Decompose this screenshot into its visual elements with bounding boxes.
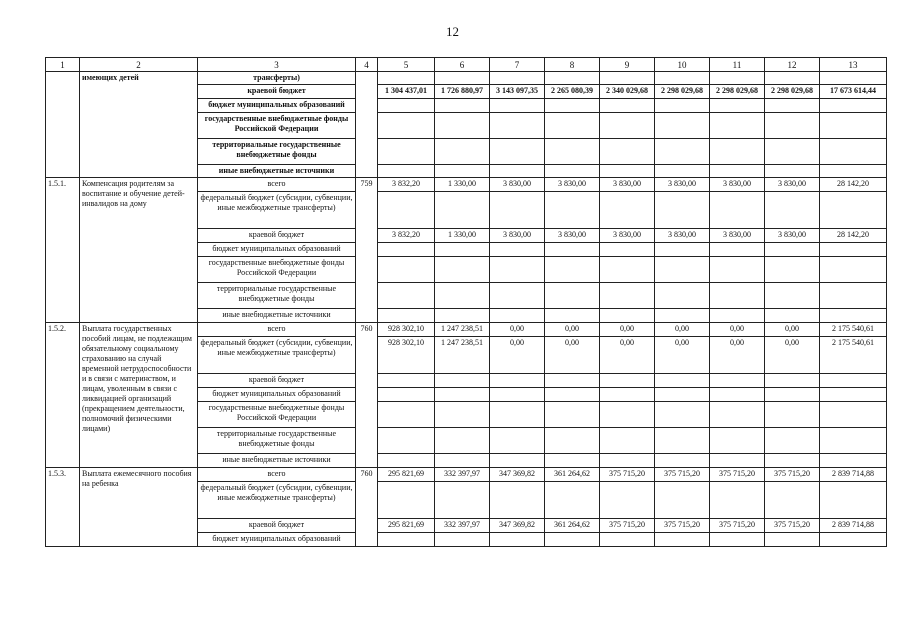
header-row bbox=[46, 58, 887, 72]
value-cell: 295 821,69 bbox=[378, 468, 435, 482]
value-cell bbox=[600, 113, 655, 139]
value-cell: 0,00 bbox=[655, 337, 710, 374]
value-cell bbox=[435, 165, 490, 178]
source-cell: трансферты) bbox=[198, 72, 356, 85]
value-cell: 332 397,97 bbox=[435, 468, 490, 482]
value-cell: 0,00 bbox=[490, 337, 545, 374]
source-cell: территориальные государственные внебюджетные фонды bbox=[198, 283, 356, 309]
value-cell bbox=[435, 283, 490, 309]
value-cell bbox=[765, 257, 820, 283]
value-cell bbox=[600, 283, 655, 309]
value-cell bbox=[655, 192, 710, 229]
value-cell: 2 839 714,88 bbox=[820, 519, 887, 533]
value-cell: 17 673 614,44 bbox=[820, 85, 887, 99]
value-cell bbox=[600, 243, 655, 257]
value-cell bbox=[600, 99, 655, 113]
header-cell: 1 bbox=[46, 58, 80, 72]
value-cell bbox=[710, 309, 765, 323]
value-cell: 0,00 bbox=[710, 323, 765, 337]
value-cell bbox=[490, 113, 545, 139]
value-cell: 0,00 bbox=[765, 337, 820, 374]
code-cell: 759 bbox=[356, 178, 378, 323]
value-cell bbox=[490, 454, 545, 468]
header-cell: 6 bbox=[435, 58, 490, 72]
value-cell bbox=[490, 374, 545, 388]
value-cell bbox=[820, 374, 887, 388]
table-row bbox=[46, 323, 887, 337]
source-cell: бюджет муниципальных образований bbox=[198, 388, 356, 402]
header-cell: 10 bbox=[655, 58, 710, 72]
section-name-cell: имеющих детей bbox=[80, 72, 198, 178]
value-cell bbox=[490, 72, 545, 85]
value-cell bbox=[378, 428, 435, 454]
value-cell bbox=[820, 113, 887, 139]
value-cell bbox=[765, 283, 820, 309]
value-cell bbox=[435, 243, 490, 257]
value-cell bbox=[765, 243, 820, 257]
value-cell bbox=[820, 99, 887, 113]
value-cell bbox=[655, 388, 710, 402]
value-cell: 332 397,97 bbox=[435, 519, 490, 533]
value-cell bbox=[378, 165, 435, 178]
value-cell bbox=[545, 374, 600, 388]
source-cell: всего bbox=[198, 323, 356, 337]
value-cell bbox=[765, 309, 820, 323]
value-cell bbox=[490, 257, 545, 283]
value-cell bbox=[435, 388, 490, 402]
value-cell bbox=[820, 243, 887, 257]
source-cell: всего bbox=[198, 178, 356, 192]
value-cell bbox=[655, 309, 710, 323]
value-cell bbox=[378, 309, 435, 323]
value-cell bbox=[820, 283, 887, 309]
value-cell bbox=[490, 283, 545, 309]
page-number: 12 bbox=[446, 24, 459, 39]
code-cell: 760 bbox=[356, 468, 378, 547]
table-row bbox=[46, 178, 887, 192]
value-cell bbox=[490, 402, 545, 428]
source-cell: территориальные государственные внебюджетные фонды bbox=[198, 139, 356, 165]
value-cell bbox=[655, 454, 710, 468]
value-cell: 2 265 080,39 bbox=[545, 85, 600, 99]
value-cell: 2 175 540,61 bbox=[820, 337, 887, 374]
value-cell bbox=[710, 428, 765, 454]
value-cell bbox=[490, 139, 545, 165]
value-cell: 375 715,20 bbox=[655, 519, 710, 533]
value-cell bbox=[600, 165, 655, 178]
value-cell: 347 369,82 bbox=[490, 519, 545, 533]
value-cell bbox=[435, 113, 490, 139]
value-cell bbox=[490, 533, 545, 547]
value-cell bbox=[820, 257, 887, 283]
value-cell bbox=[820, 454, 887, 468]
value-cell: 2 839 714,88 bbox=[820, 468, 887, 482]
value-cell bbox=[490, 309, 545, 323]
value-cell bbox=[820, 165, 887, 178]
value-cell bbox=[710, 533, 765, 547]
value-cell bbox=[435, 374, 490, 388]
value-cell bbox=[765, 482, 820, 519]
value-cell: 1 247 238,51 bbox=[435, 323, 490, 337]
header-cell: 12 bbox=[765, 58, 820, 72]
value-cell bbox=[378, 482, 435, 519]
value-cell bbox=[820, 482, 887, 519]
value-cell bbox=[655, 257, 710, 283]
value-cell bbox=[655, 533, 710, 547]
value-cell bbox=[655, 72, 710, 85]
value-cell bbox=[490, 388, 545, 402]
value-cell bbox=[710, 72, 765, 85]
header-cell: 3 bbox=[198, 58, 356, 72]
value-cell bbox=[490, 482, 545, 519]
table-row bbox=[46, 72, 887, 85]
value-cell bbox=[435, 482, 490, 519]
header-cell: 7 bbox=[490, 58, 545, 72]
value-cell bbox=[600, 533, 655, 547]
value-cell bbox=[545, 99, 600, 113]
value-cell: 375 715,20 bbox=[710, 468, 765, 482]
value-cell bbox=[435, 99, 490, 113]
value-cell bbox=[435, 192, 490, 229]
value-cell bbox=[600, 454, 655, 468]
value-cell bbox=[765, 428, 820, 454]
value-cell bbox=[490, 192, 545, 229]
value-cell bbox=[545, 402, 600, 428]
value-cell bbox=[710, 257, 765, 283]
value-cell: 375 715,20 bbox=[710, 519, 765, 533]
value-cell: 375 715,20 bbox=[600, 519, 655, 533]
value-cell bbox=[655, 113, 710, 139]
source-cell: федеральный бюджет (субсидии, субвенции, иные межбюджетные трансферты) bbox=[198, 482, 356, 519]
value-cell: 3 830,00 bbox=[600, 178, 655, 192]
source-cell: краевой бюджет bbox=[198, 519, 356, 533]
value-cell bbox=[600, 139, 655, 165]
value-cell bbox=[545, 257, 600, 283]
value-cell: 3 832,20 bbox=[378, 229, 435, 243]
value-cell bbox=[545, 72, 600, 85]
value-cell: 0,00 bbox=[545, 337, 600, 374]
budget-table bbox=[45, 57, 887, 547]
value-cell: 3 830,00 bbox=[545, 178, 600, 192]
section-name-cell: Компенсация родителям за воспитание и обучение детей-инвалидов на дому bbox=[80, 178, 198, 323]
value-cell: 1 247 238,51 bbox=[435, 337, 490, 374]
header-cell: 4 bbox=[356, 58, 378, 72]
value-cell: 0,00 bbox=[600, 323, 655, 337]
source-cell: краевой бюджет bbox=[198, 229, 356, 243]
section-number-cell bbox=[46, 72, 80, 178]
value-cell bbox=[820, 72, 887, 85]
value-cell bbox=[378, 533, 435, 547]
value-cell: 1 330,00 bbox=[435, 229, 490, 243]
value-cell: 3 143 097,35 bbox=[490, 85, 545, 99]
value-cell bbox=[600, 192, 655, 229]
value-cell bbox=[378, 454, 435, 468]
value-cell bbox=[600, 374, 655, 388]
value-cell bbox=[545, 533, 600, 547]
value-cell: 0,00 bbox=[655, 323, 710, 337]
value-cell bbox=[710, 192, 765, 229]
value-cell bbox=[435, 428, 490, 454]
value-cell bbox=[600, 309, 655, 323]
source-cell: всего bbox=[198, 468, 356, 482]
value-cell bbox=[655, 428, 710, 454]
value-cell bbox=[765, 388, 820, 402]
value-cell: 3 830,00 bbox=[710, 178, 765, 192]
value-cell: 375 715,20 bbox=[655, 468, 710, 482]
value-cell bbox=[435, 533, 490, 547]
source-cell: государственные внебюджетные фонды Российской Федерации bbox=[198, 402, 356, 428]
value-cell: 1 726 880,97 bbox=[435, 85, 490, 99]
value-cell bbox=[765, 165, 820, 178]
value-cell bbox=[378, 113, 435, 139]
value-cell: 2 175 540,61 bbox=[820, 323, 887, 337]
value-cell bbox=[765, 99, 820, 113]
header-cell: 13 bbox=[820, 58, 887, 72]
value-cell: 361 264,62 bbox=[545, 519, 600, 533]
source-cell: бюджет муниципальных образований bbox=[198, 99, 356, 113]
value-cell bbox=[710, 243, 765, 257]
value-cell bbox=[490, 99, 545, 113]
value-cell bbox=[710, 402, 765, 428]
value-cell: 3 830,00 bbox=[490, 229, 545, 243]
value-cell bbox=[378, 257, 435, 283]
value-cell bbox=[820, 428, 887, 454]
value-cell bbox=[600, 428, 655, 454]
value-cell: 3 830,00 bbox=[765, 178, 820, 192]
value-cell bbox=[545, 165, 600, 178]
value-cell bbox=[655, 482, 710, 519]
value-cell bbox=[545, 388, 600, 402]
code-cell: 760 bbox=[356, 323, 378, 468]
value-cell: 2 298 029,68 bbox=[765, 85, 820, 99]
value-cell: 928 302,10 bbox=[378, 337, 435, 374]
header-cell: 8 bbox=[545, 58, 600, 72]
source-cell: иные внебюджетные источники bbox=[198, 454, 356, 468]
value-cell: 295 821,69 bbox=[378, 519, 435, 533]
value-cell: 375 715,20 bbox=[765, 519, 820, 533]
value-cell: 3 830,00 bbox=[655, 178, 710, 192]
value-cell: 2 340 029,68 bbox=[600, 85, 655, 99]
value-cell bbox=[545, 482, 600, 519]
value-cell bbox=[545, 139, 600, 165]
value-cell: 2 298 029,68 bbox=[655, 85, 710, 99]
value-cell bbox=[765, 139, 820, 165]
value-cell bbox=[545, 283, 600, 309]
value-cell bbox=[600, 402, 655, 428]
section-number-cell: 1.5.2. bbox=[46, 323, 80, 468]
value-cell bbox=[655, 243, 710, 257]
header-cell: 9 bbox=[600, 58, 655, 72]
value-cell bbox=[820, 533, 887, 547]
value-cell: 0,00 bbox=[600, 337, 655, 374]
value-cell bbox=[378, 402, 435, 428]
value-cell: 3 830,00 bbox=[765, 229, 820, 243]
value-cell bbox=[820, 309, 887, 323]
header-cell: 11 bbox=[710, 58, 765, 72]
value-cell bbox=[600, 72, 655, 85]
value-cell bbox=[655, 374, 710, 388]
source-cell: иные внебюджетные источники bbox=[198, 165, 356, 178]
value-cell bbox=[765, 374, 820, 388]
source-cell: государственные внебюджетные фонды Российской Федерации bbox=[198, 113, 356, 139]
value-cell: 2 298 029,68 bbox=[710, 85, 765, 99]
value-cell bbox=[378, 139, 435, 165]
value-cell bbox=[600, 257, 655, 283]
value-cell: 28 142,20 bbox=[820, 229, 887, 243]
value-cell bbox=[490, 428, 545, 454]
value-cell bbox=[490, 243, 545, 257]
code-cell bbox=[356, 72, 378, 178]
value-cell: 0,00 bbox=[490, 323, 545, 337]
value-cell bbox=[820, 402, 887, 428]
header-cell: 2 bbox=[80, 58, 198, 72]
value-cell bbox=[545, 192, 600, 229]
value-cell bbox=[820, 388, 887, 402]
table-row bbox=[46, 468, 887, 482]
value-cell bbox=[710, 482, 765, 519]
value-cell bbox=[655, 165, 710, 178]
section-name-cell: Выплата государственных пособий лицам, не подлежащим обязательному социальному страхованию на случай временной нетрудоспособности и в связи с материнством, и лицам, уволенным в связи с ликвидацией организаций (прекращением деятельности, полномочий физическими лицами) bbox=[80, 323, 198, 468]
value-cell bbox=[710, 374, 765, 388]
value-cell bbox=[435, 139, 490, 165]
value-cell bbox=[600, 388, 655, 402]
value-cell bbox=[435, 402, 490, 428]
value-cell: 3 832,20 bbox=[378, 178, 435, 192]
value-cell bbox=[378, 243, 435, 257]
value-cell bbox=[435, 454, 490, 468]
value-cell bbox=[545, 309, 600, 323]
value-cell: 3 830,00 bbox=[655, 229, 710, 243]
value-cell bbox=[600, 482, 655, 519]
value-cell bbox=[378, 99, 435, 113]
value-cell bbox=[710, 388, 765, 402]
section-name-cell: Выплата ежемесячного пособия на ребенка bbox=[80, 468, 198, 547]
value-cell bbox=[378, 72, 435, 85]
value-cell: 3 830,00 bbox=[545, 229, 600, 243]
section-number-cell: 1.5.3. bbox=[46, 468, 80, 547]
value-cell bbox=[710, 99, 765, 113]
value-cell: 0,00 bbox=[710, 337, 765, 374]
source-cell: бюджет муниципальных образований bbox=[198, 533, 356, 547]
value-cell bbox=[765, 402, 820, 428]
value-cell bbox=[820, 192, 887, 229]
value-cell bbox=[710, 283, 765, 309]
value-cell: 1 330,00 bbox=[435, 178, 490, 192]
value-cell bbox=[378, 283, 435, 309]
value-cell bbox=[820, 139, 887, 165]
source-cell: федеральный бюджет (субсидии, субвенции, иные межбюджетные трансферты) bbox=[198, 337, 356, 374]
value-cell: 28 142,20 bbox=[820, 178, 887, 192]
value-cell bbox=[655, 99, 710, 113]
value-cell: 0,00 bbox=[765, 323, 820, 337]
value-cell bbox=[545, 243, 600, 257]
value-cell bbox=[378, 388, 435, 402]
value-cell bbox=[710, 454, 765, 468]
value-cell: 0,00 bbox=[545, 323, 600, 337]
source-cell: федеральный бюджет (субсидии, субвенции, иные межбюджетные трансферты) bbox=[198, 192, 356, 229]
value-cell: 361 264,62 bbox=[545, 468, 600, 482]
value-cell: 347 369,82 bbox=[490, 468, 545, 482]
value-cell bbox=[435, 72, 490, 85]
value-cell bbox=[710, 113, 765, 139]
header-cell: 5 bbox=[378, 58, 435, 72]
value-cell bbox=[655, 139, 710, 165]
value-cell bbox=[435, 257, 490, 283]
value-cell: 3 830,00 bbox=[490, 178, 545, 192]
section-number-cell: 1.5.1. bbox=[46, 178, 80, 323]
source-cell: бюджет муниципальных образований bbox=[198, 243, 356, 257]
value-cell bbox=[378, 374, 435, 388]
value-cell bbox=[765, 533, 820, 547]
value-cell: 3 830,00 bbox=[600, 229, 655, 243]
value-cell bbox=[655, 402, 710, 428]
source-cell: территориальные государственные внебюджетные фонды bbox=[198, 428, 356, 454]
value-cell bbox=[378, 192, 435, 229]
value-cell: 928 302,10 bbox=[378, 323, 435, 337]
value-cell bbox=[435, 309, 490, 323]
value-cell bbox=[765, 72, 820, 85]
value-cell bbox=[545, 113, 600, 139]
value-cell bbox=[710, 165, 765, 178]
source-cell: краевой бюджет bbox=[198, 85, 356, 99]
source-cell: краевой бюджет bbox=[198, 374, 356, 388]
value-cell: 3 830,00 bbox=[710, 229, 765, 243]
value-cell: 375 715,20 bbox=[600, 468, 655, 482]
value-cell bbox=[545, 428, 600, 454]
value-cell bbox=[765, 113, 820, 139]
value-cell: 1 304 437,01 bbox=[378, 85, 435, 99]
value-cell bbox=[765, 454, 820, 468]
value-cell bbox=[490, 165, 545, 178]
value-cell bbox=[655, 283, 710, 309]
value-cell: 375 715,20 bbox=[765, 468, 820, 482]
value-cell bbox=[545, 454, 600, 468]
value-cell bbox=[765, 192, 820, 229]
value-cell bbox=[710, 139, 765, 165]
source-cell: государственные внебюджетные фонды Российской Федерации bbox=[198, 257, 356, 283]
source-cell: иные внебюджетные источники bbox=[198, 309, 356, 323]
